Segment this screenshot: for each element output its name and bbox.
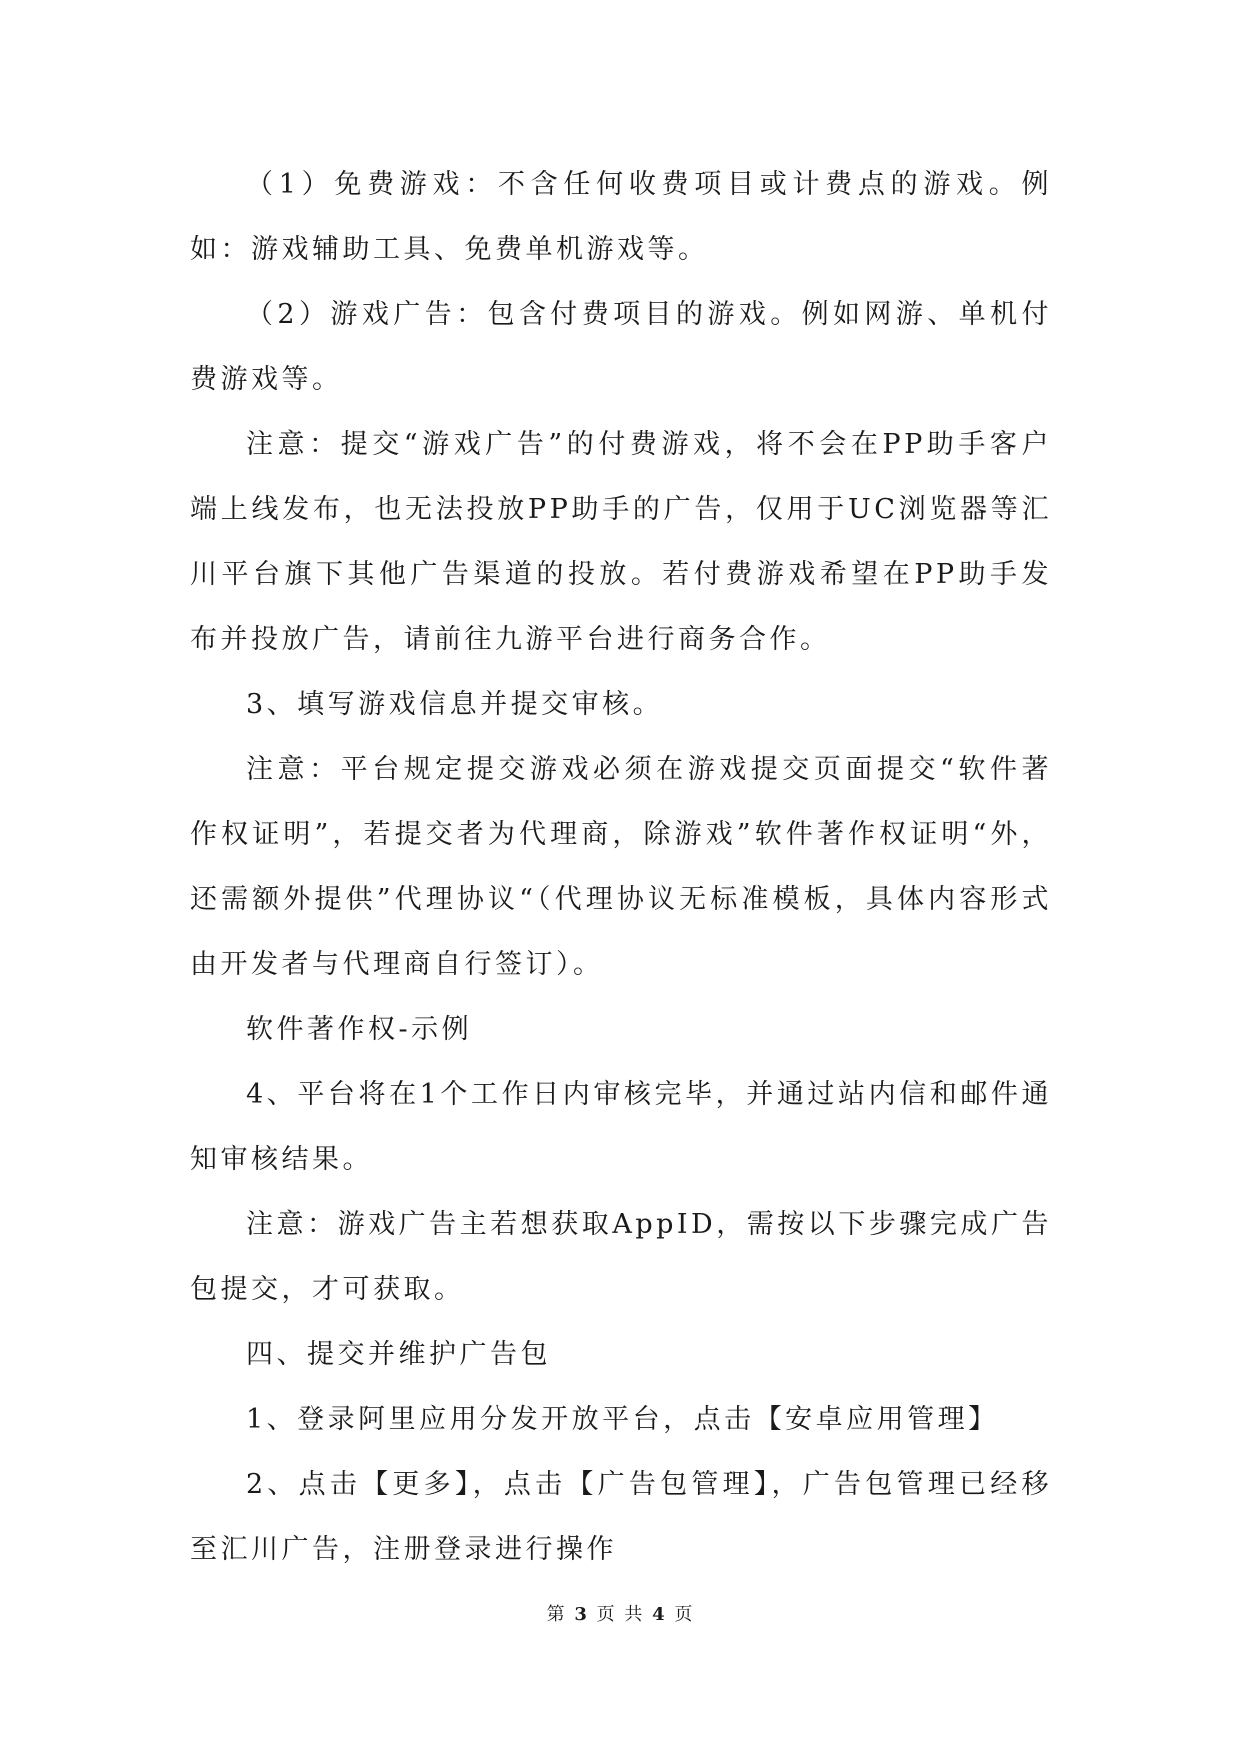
paragraph: 1、登录阿里应用分发开放平台，点击【安卓应用管理】	[246, 1404, 999, 1435]
footer-middle: 页 共	[596, 1604, 645, 1625]
total-pages-number: 4	[652, 1604, 667, 1625]
paragraph: 注意：提交“游戏广告”的付费游戏，将不会在PP助手客户端上线发布，也无法投放PP助手的广告，仅用于UC浏览器等汇川平台旗下其他广告渠道的投放。若付费游戏希望在PP助手发布并投放广告，请前往九游平台进行商务合作。	[190, 429, 1052, 655]
section-heading: 四、提交并维护广告包	[246, 1339, 551, 1370]
paragraph: 软件著作权-示例	[246, 1014, 473, 1045]
paragraph: （2）游戏广告：包含付费项目的游戏。例如网游、单机付费游戏等。	[190, 299, 1052, 395]
footer-prefix: 第	[546, 1604, 567, 1625]
paragraph: 3、填写游戏信息并提交审核。	[246, 689, 664, 720]
document-body	[190, 152, 1052, 1582]
paragraph: 2、点击【更多】，点击【广告包管理】，广告包管理已经移至汇川广告，注册登录进行操作	[190, 1469, 1052, 1565]
current-page-number: 3	[574, 1604, 589, 1625]
paragraph: 注意：平台规定提交游戏必须在游戏提交页面提交“软件著作权证明”，若提交者为代理商，除游戏”软件著作权证明“外，还需额外提供”代理协议“（代理协议无标准模板，具体内容形式由开发者与代理商自行签订）。	[190, 754, 1052, 980]
page-footer	[0, 1600, 1241, 1626]
paragraph: 4、平台将在1个工作日内审核完毕，并通过站内信和邮件通知审核结果。	[190, 1079, 1052, 1175]
footer-suffix: 页	[674, 1604, 695, 1625]
paragraph: （1）免费游戏：不含任何收费项目或计费点的游戏。例如：游戏辅助工具、免费单机游戏等。	[190, 169, 1052, 265]
paragraph: 注意：游戏广告主若想获取AppID，需按以下步骤完成广告包提交，才可获取。	[190, 1209, 1052, 1305]
